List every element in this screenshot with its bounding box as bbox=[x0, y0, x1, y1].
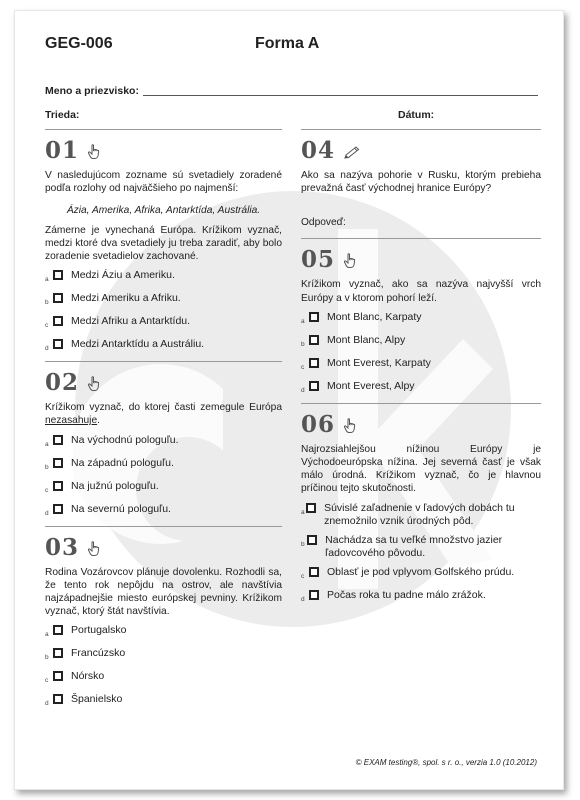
answer-option[interactable]: a Mont Blanc, Karpaty bbox=[301, 310, 422, 325]
class-label: Trieda: bbox=[45, 109, 80, 121]
checkbox[interactable] bbox=[53, 694, 63, 704]
option-text: Medzi Afriku a Antarktídu. bbox=[71, 315, 191, 328]
checkbox[interactable] bbox=[53, 316, 63, 326]
divider bbox=[301, 129, 541, 130]
question-text-2: Zámerne je vynechaná Európa. Krížikom vyznač, medzi ktoré dva svetadiely ju treba zaradiť, aby bolo zoradenie svetadielov zachované. bbox=[45, 224, 282, 263]
option-text: Mont Blanc, Alpy bbox=[327, 333, 406, 346]
checkbox[interactable] bbox=[53, 293, 63, 303]
name-field[interactable] bbox=[143, 95, 538, 96]
answer-option[interactable]: c Oblasť je pod vplyvom Golfského prúdu. bbox=[301, 565, 515, 580]
hand-pointer-icon bbox=[87, 144, 101, 160]
checkbox[interactable] bbox=[53, 481, 63, 491]
checkbox[interactable] bbox=[53, 435, 63, 445]
checkbox[interactable] bbox=[306, 503, 316, 513]
option-text: Medzi Ameriku a Afriku. bbox=[71, 292, 181, 305]
answer-option[interactable]: d Počas roka tu padne málo zrážok. bbox=[301, 588, 486, 603]
checkbox[interactable] bbox=[53, 458, 63, 468]
pencil-icon bbox=[343, 146, 361, 160]
answer-option[interactable]: a Medzi Áziu a Ameriku. bbox=[45, 269, 175, 284]
checkbox[interactable] bbox=[309, 335, 319, 345]
checkbox[interactable] bbox=[53, 270, 63, 280]
checkbox[interactable] bbox=[309, 567, 319, 577]
answer-option[interactable]: c Mont Everest, Karpaty bbox=[301, 356, 431, 371]
checkbox[interactable] bbox=[53, 625, 63, 635]
answer-option[interactable]: b Francúzsko bbox=[45, 647, 126, 662]
answer-option[interactable]: a Súvislé zaľadnenie v ľadových dobách tu znemožnilo vznik úrodných pôd. bbox=[301, 502, 541, 528]
answer-option[interactable]: a Portugalsko bbox=[45, 624, 127, 639]
answer-option[interactable]: b Nachádza sa tu veľké množstvo jazier ľadovcového pôvodu. bbox=[301, 534, 541, 560]
answer-option[interactable]: d Mont Everest, Alpy bbox=[301, 379, 415, 394]
question-01 bbox=[45, 139, 282, 355]
checkbox[interactable] bbox=[53, 671, 63, 681]
emphasized-word: nezasahuje bbox=[45, 415, 98, 427]
option-text: Na severnú pologuľu. bbox=[71, 502, 171, 515]
answer-option[interactable]: a Na východnú pologuľu. bbox=[45, 433, 179, 448]
right-column bbox=[301, 129, 541, 612]
hand-pointer-icon bbox=[87, 376, 101, 392]
checkbox[interactable] bbox=[309, 590, 319, 600]
divider bbox=[301, 403, 541, 404]
exam-sheet bbox=[14, 10, 564, 790]
question-text: Krížikom vyznač, do ktorej časti zemegule Európa nezasahuje. bbox=[45, 402, 282, 427]
checkbox[interactable] bbox=[309, 312, 319, 322]
option-text: Nachádza sa tu veľké množstvo jazier ľadovcového pôvodu. bbox=[325, 533, 503, 559]
answer-option[interactable]: b Na západnú pologuľu. bbox=[45, 456, 174, 471]
question-02 bbox=[45, 371, 282, 519]
option-text: Na východnú pologuľu. bbox=[71, 433, 179, 446]
divider bbox=[45, 129, 282, 130]
option-text: Počas roka tu padne málo zrážok. bbox=[327, 588, 486, 601]
option-text: Portugalsko bbox=[71, 624, 127, 637]
answer-option[interactable]: d Medzi Antarktídu a Austráliu. bbox=[45, 338, 205, 353]
checkbox[interactable] bbox=[53, 339, 63, 349]
divider bbox=[45, 361, 282, 362]
test-code: GEG-006 bbox=[45, 35, 113, 52]
question-number: 04 bbox=[301, 137, 336, 164]
answer-option[interactable]: b Medzi Ameriku a Afriku. bbox=[45, 292, 181, 307]
answer-option[interactable]: d Na severnú pologuľu. bbox=[45, 502, 171, 517]
option-text: Mont Blanc, Karpaty bbox=[327, 310, 422, 323]
question-number: 01 bbox=[45, 137, 80, 164]
answer-option[interactable]: c Na južnú pologuľu. bbox=[45, 479, 159, 494]
question-number: 03 bbox=[45, 533, 80, 561]
answer-label: Odpoveď: bbox=[301, 217, 346, 229]
option-text: Medzi Áziu a Ameriku. bbox=[71, 269, 175, 282]
hand-pointer-icon bbox=[343, 253, 357, 269]
answer-option[interactable]: c Medzi Afriku a Antarktídu. bbox=[45, 315, 191, 330]
checkbox[interactable] bbox=[53, 648, 63, 658]
question-text: Krížikom vyznač, ako sa nazýva najvyšší vrch Európy a v ktorom pohorí leží. bbox=[301, 279, 541, 304]
answer-option[interactable]: b Mont Blanc, Alpy bbox=[301, 333, 406, 348]
hand-pointer-icon bbox=[87, 541, 101, 557]
option-text: Na západnú pologuľu. bbox=[71, 456, 174, 469]
question-text: V nasledujúcom zozname sú svetadiely zoradené podľa rozlohy od najväčšieho po najmenší: bbox=[45, 170, 282, 195]
form-label: Forma A bbox=[255, 35, 320, 52]
checkbox[interactable] bbox=[307, 535, 317, 545]
option-text: Na južnú pologuľu. bbox=[71, 479, 159, 492]
hand-pointer-icon bbox=[343, 418, 357, 434]
answer-option[interactable]: d Španielsko bbox=[45, 693, 123, 708]
option-text: Španielsko bbox=[71, 693, 123, 706]
question-03 bbox=[45, 533, 282, 711]
option-text: Nórsko bbox=[71, 670, 105, 683]
option-text: Oblasť je pod vplyvom Golfského prúdu. bbox=[327, 565, 515, 578]
answer-option[interactable]: c Nórsko bbox=[45, 670, 105, 685]
question-number: 05 bbox=[301, 246, 336, 274]
continent-list: Ázia, Amerika, Afrika, Antarktída, Austrália. bbox=[66, 205, 261, 217]
divider bbox=[301, 238, 541, 239]
left-column bbox=[45, 129, 282, 716]
question-text: Ako sa nazýva pohorie v Rusku, ktorým prebieha prevažná časť východnej hranice Európy? bbox=[301, 170, 541, 195]
option-text: Medzi Antarktídu a Austráliu. bbox=[71, 338, 205, 351]
option-text: Francúzsko bbox=[71, 647, 126, 660]
checkbox[interactable] bbox=[309, 381, 319, 391]
checkbox[interactable] bbox=[53, 504, 63, 514]
question-text: Rodina Vozárovcov plánuje dovolenku. Rozhodli sa, že tento rok nepôjdu na ostrov, ale navštívia najzápadnejšie miesto európskej pevniny. Krížikom vyznač, ktorý štát navštívia. bbox=[45, 566, 282, 618]
option-text: Súvislé zaľadnenie v ľadových dobách tu znemožnilo vznik úrodných pôd. bbox=[324, 501, 515, 527]
question-06 bbox=[301, 410, 541, 606]
copyright-footer: © EXAM testing®, spol. s r. o., verzia 1.0 (10.2012) bbox=[355, 758, 537, 767]
name-label: Meno a priezvisko: bbox=[45, 85, 139, 97]
divider bbox=[45, 526, 282, 527]
option-text: Mont Everest, Karpaty bbox=[327, 356, 431, 369]
question-number: 06 bbox=[301, 410, 336, 438]
question-05 bbox=[301, 248, 541, 396]
date-label: Dátum: bbox=[398, 109, 435, 121]
option-text: Mont Everest, Alpy bbox=[327, 379, 415, 392]
question-text: Najrozsiahlejšou nížinou Európy je Východoeurópska nížina. Jej severná časť je však málo úrodná. Krížikom vyznač, čo je hlavnou príčinou tejto skutočnosti. bbox=[301, 443, 541, 495]
question-04 bbox=[301, 139, 541, 228]
question-number: 02 bbox=[45, 369, 80, 397]
checkbox[interactable] bbox=[309, 358, 319, 368]
